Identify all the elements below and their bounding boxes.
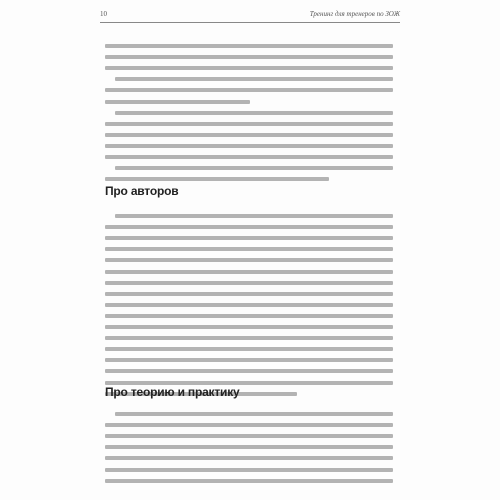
text-line xyxy=(105,468,393,472)
running-title: Тренинг для тренеров по ЗОЖ xyxy=(309,10,400,18)
text-line xyxy=(105,292,393,296)
text-line xyxy=(105,155,393,159)
text-line xyxy=(105,247,393,251)
text-line xyxy=(105,434,393,438)
text-line xyxy=(105,258,393,262)
text-line xyxy=(115,412,393,416)
page-number: 10 xyxy=(100,10,107,18)
text-line xyxy=(105,445,393,449)
text-line xyxy=(105,358,393,362)
text-line xyxy=(115,214,393,218)
text-line xyxy=(105,281,393,285)
text-line xyxy=(105,236,393,240)
text-line xyxy=(105,456,393,460)
text-line xyxy=(105,55,393,59)
header-rule xyxy=(100,22,400,23)
text-line xyxy=(105,177,329,181)
text-line xyxy=(105,122,393,126)
text-line xyxy=(105,314,393,318)
text-line xyxy=(105,479,393,483)
text-line xyxy=(115,111,393,115)
text-line xyxy=(115,77,393,81)
text-line xyxy=(105,225,393,229)
text-line xyxy=(105,347,393,351)
section-heading-authors: Про авторов xyxy=(105,184,179,198)
text-line xyxy=(105,336,393,340)
section-heading-theory-practice: Про теорию и практику xyxy=(105,385,240,399)
text-line xyxy=(105,100,250,104)
text-line xyxy=(105,44,393,48)
text-line xyxy=(105,303,393,307)
text-line xyxy=(105,66,393,70)
running-header xyxy=(100,10,400,22)
text-line xyxy=(105,325,393,329)
text-line xyxy=(105,133,393,137)
text-line xyxy=(105,381,393,385)
text-line xyxy=(105,88,393,92)
text-line xyxy=(105,144,393,148)
text-line xyxy=(105,423,393,427)
text-line xyxy=(115,166,393,170)
text-line xyxy=(105,270,393,274)
text-line xyxy=(105,369,393,373)
